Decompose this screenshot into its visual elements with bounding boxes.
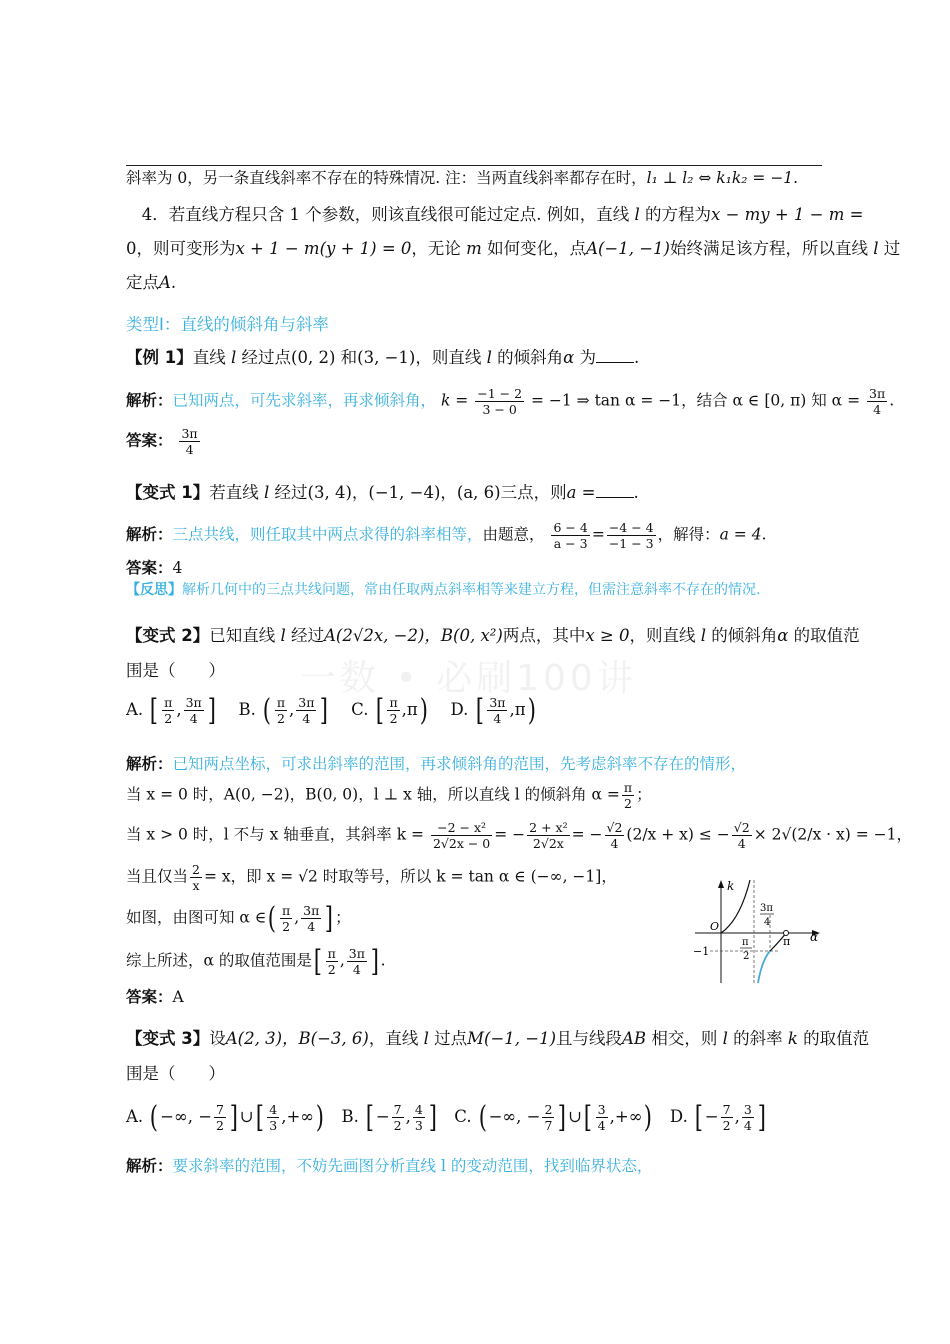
ex1-answer: 答案： $\frac{3\pi}{4}$ xyxy=(126,426,198,457)
v3-question: 【变式 3】设A(2, 3)，B(−3, 6)，直线 l 过点M(−1, −1)且与线段AB 相交，则 l 的斜率 k 的取值范 xyxy=(126,1029,870,1048)
tan-curve-highlight xyxy=(758,951,770,983)
v2-question-line2: 围是（ ） xyxy=(126,661,225,680)
k-label: k xyxy=(727,879,735,893)
three-pi-den: 4 xyxy=(764,917,771,928)
v3-question-line2: 围是（ ） xyxy=(126,1064,225,1083)
ex1-question: 【例 1】直线 l 经过点(0, 2) 和(3, −1)，则直线 l 的倾斜角α 为 . xyxy=(126,348,640,367)
v2-options: A. [ $\frac{\pi}{2}$ , $\frac{3\pi}{4}$ ] B. ( $\frac{\pi}{2}$ , $\frac{3\pi}{4}$ ] C. [ $\frac{\pi}{2}$ ,π) D. [ $\frac{3\pi}{4}$ ,π) xyxy=(126,692,536,728)
half-pi-num: π xyxy=(742,937,749,948)
origin-label: O xyxy=(710,920,720,933)
v1-answer: 答案：4 xyxy=(126,559,183,577)
v2-equality: 当且仅当 $\frac{2}{x}$ = x，即 x = √2 时取等号，所以 k = tan α ∈ (−∞, −1]， xyxy=(126,862,617,893)
v2-question: 【变式 2】已知直线 l 经过A(2√2x, −2)，B(0, x²)两点，其中x ≥ 0，则直线 l 的倾斜角α 的取值范 xyxy=(126,626,860,645)
point4-line1: 4．若直线方程只含 1 个参数，则该直线很可能过定点. 例如，直线 l 的方程为x − my + 1 − m = xyxy=(141,205,864,224)
note-line: 斜率为 0，另一条直线斜率不存在的特殊情况. 注：当两直线斜率都存在时，l₁ ⊥ l₂ ⇔ k₁k₂ = −1. xyxy=(126,169,799,187)
ex1-analysis: 解析：已知两点，可先求斜率，再求倾斜角， k = $\frac{-1 - 2}{3 - 0}$ = −1 ⇒ tan α = −1，结合 α ∈ [0, π) 知 α = $\frac{3\pi}{4}$ . xyxy=(126,386,895,417)
v2-case1: 当 x > 0 时，l 不与 x 轴垂直，其斜率 k = $\frac{\text{−2 − x²}}{2√2x - 0}$ = − $\frac{\text{2 + x²}}{2√2x}$ = − $\frac{√2}{4}$ (2/x + x) ≤ − $\frac{√2}{4}$ × 2√(2/x · x) = −1， xyxy=(126,820,912,851)
three-pi-num: 3π xyxy=(760,903,773,914)
v2-case0: 当 x = 0 时，A(0, −2)，B(0, 0)，l ⊥ x 轴，所以直线 l 的倾斜角 α = $\frac{\pi}{2}$ ； xyxy=(126,780,652,811)
v1-analysis: 解析：三点共线，则任取其中两点求得的斜率相等，由题意， $\frac{6 - 4}{a - 3}$ = $\frac{-4 - 4}{-1 - 3}$ ，解得：a = 4. xyxy=(126,520,767,551)
v3-analysis: 解析：要求斜率的范围，不妨先画图分析直线 l 的变动范围，找到临界状态， xyxy=(126,1157,653,1175)
v1-question: 【变式 1】若直线 l 经过(3, 4)，(−1, −4)，(a, 6)三点，则a = . xyxy=(126,483,639,502)
v2-answer: 答案：A xyxy=(126,988,184,1006)
point4-line3: 定点A. xyxy=(126,273,177,292)
pi-label: π xyxy=(783,935,791,948)
v2-summary: 综上所述，α 的取值范围是[ $\frac{\pi}{2}$ , $\frac{3\pi}{4}$ ] . xyxy=(126,943,386,979)
point4-line2: 0，则可变形为x + 1 − m(y + 1) = 0，无论 m 如何变化，点A(−1, −1)始终满足该方程，所以直线 l 过 xyxy=(126,239,901,258)
v2-figure-text: 如图，由图可知 α ∈( $\frac{\pi}{2}$ , $\frac{3\pi}{4}$ ] ； xyxy=(126,900,351,936)
alpha-label: α xyxy=(810,930,819,944)
v1-reflect: 【反思】解析几何中的三点共线问题，常由任取两点斜率相等来建立方程，但需注意斜率不存在的情况. xyxy=(126,582,761,598)
section-title: 类型Ⅰ：直线的倾斜角与斜率 xyxy=(126,315,329,334)
tangent-graph-figure xyxy=(690,875,825,985)
v3-options: A. ( −∞, − $\frac{7}{2}$ ] ∪[ $\frac{4}{3}$ ,+∞) B. [ − $\frac{7}{2}$ , $\frac{4}{3}$ ] C. ( −∞, − $\frac{2}{7}$ ] ∪[ $\frac{3}{4}$ ,+∞) D. [ − $\frac{7}{2}$ , $\frac{3}{4}$ ] xyxy=(126,1099,766,1135)
v2-analysis: 解析：已知两点坐标，可求出斜率的范围，再求倾斜角的范围，先考虑斜率不存在的情形， xyxy=(126,755,747,773)
k-axis-arrow xyxy=(718,880,724,888)
neg1-label: −1 xyxy=(693,945,710,958)
half-pi-den: 2 xyxy=(743,951,750,962)
tan-curve-left xyxy=(721,880,750,933)
watermark: 一数 • 必刷100讲 xyxy=(300,658,637,699)
